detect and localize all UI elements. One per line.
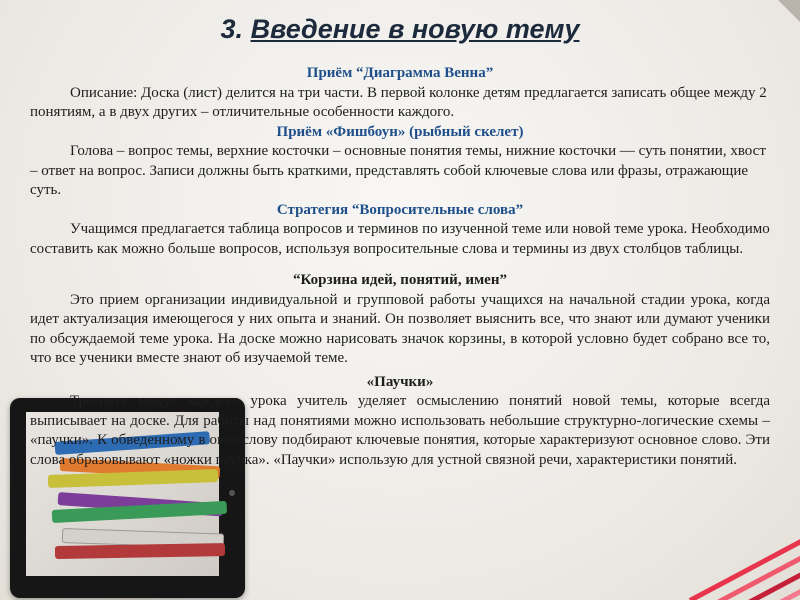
stripes-decoration xyxy=(680,520,800,600)
section-body-spiders: Три-пять минут каждого урока учитель уделяет осмыслению понятий новой темы, которые всегда выписывает на доске. Для работы над понятиями можно использовать небольшие структурно-логические схемы – «паучки». К обведенному в овал слову подбирают ключевые понятия, которые характеризуют основное слово. Эти слова образовывают «ножки паучка». «Паучки» использую для устной связной речи, характеристики понятий. xyxy=(30,393,770,468)
section-heading-venn: Приём “Диаграмма Венна” xyxy=(306,65,494,81)
section-body-venn: Описание: Доска (лист) делится на три части. В первой колонке детям предлагается записать общее между 2 понятиям, а в двух других – отличительные особенности каждого. xyxy=(30,84,767,120)
section-body-basket: Это прием организации индивидуальной и групповой работы учащихся на начальной стадии урока, когда идет актуализация имеющегося у них опыта и знаний. Он позволяет выяснить все, что знают или думают ученики по обсуждаемой теме урока. На доске можно нарисовать значок корзины, в которой условно будет собрано все то, что все ученики вместе знают об изучаемой теме. xyxy=(30,291,770,366)
tablet-camera xyxy=(229,490,235,496)
section-body-question-words: Учащимся предлагается таблица вопросов и терминов по изученной теме или новой теме урока. Необходимо составить как можно больше вопросов, используя вопросительные слова и термины из двух столбцов таблицы. xyxy=(30,221,770,257)
slide-content xyxy=(30,64,770,470)
slide-title xyxy=(0,14,800,45)
section-heading-basket: “Корзина идей, понятий, имен” xyxy=(293,272,507,288)
section-heading-question-words: Стратегия “Вопросительные слова” xyxy=(276,201,524,218)
section-heading-fishbone: Приём «Фишбоун» (рыбный скелет) xyxy=(276,123,524,140)
title-text: Введение в новую тему xyxy=(250,14,580,44)
title-number: 3. xyxy=(220,14,244,44)
section-body-fishbone: Голова – вопрос темы, верхние косточки – основные понятия темы, нижние косточки — суть понятии, хвост – ответ на вопрос. Записи должны быть краткими, представлять собой ключевые слова или фразы, отражающие суть. xyxy=(30,143,766,198)
section-heading-spiders: «Паучки» xyxy=(366,373,434,390)
